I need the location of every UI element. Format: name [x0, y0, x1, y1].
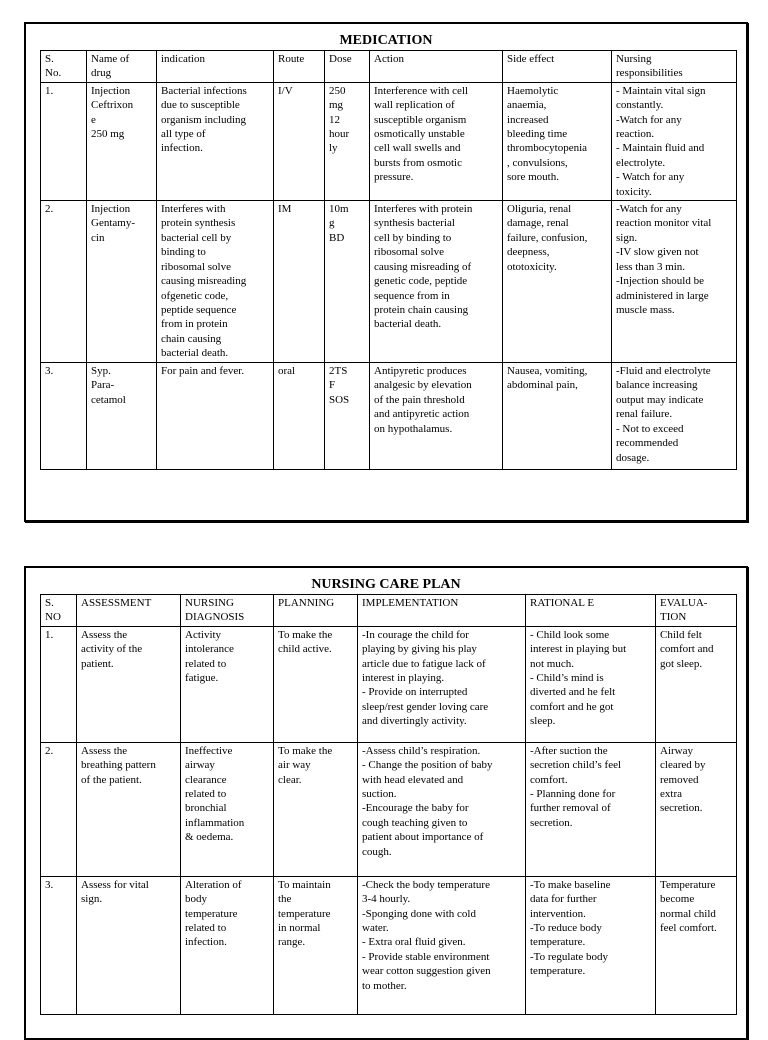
cell-action: Interference with cell wall replication of susceptible organism osmotically unstable cell wall swells and bursts from osmotic pressure.: [370, 82, 503, 200]
header-sno: S. No.: [41, 51, 87, 83]
header-nursing-responsibilities: Nursing responsibilities: [612, 51, 737, 83]
cell-dose: 250 mg 12 hour ly: [325, 82, 370, 200]
table-row: [41, 626, 737, 742]
cell-nursing-responsibilities: - Maintain vital sign constantly. -Watch for any reaction. - Maintain fluid and electrolyte. - Watch for any toxicity.: [612, 82, 737, 200]
care-plan-table: [40, 594, 737, 1015]
header-implementation: IMPLEMENTATION: [358, 595, 526, 627]
header-rationale: RATIONAL E: [526, 595, 656, 627]
cell-indication: Bacterial infections due to susceptible organism including all type of infection.: [157, 82, 274, 200]
cell-sno: 1.: [41, 626, 77, 742]
cell-planning: To make the air way clear.: [274, 742, 358, 876]
cell-action: Interferes with protein synthesis bacterial cell by binding to ribosomal solve causing misreading of genetic code, peptide sequence from in protein chain causing bacterial death.: [370, 201, 503, 363]
cell-drug-name: Injection Gentamy- cin: [87, 201, 157, 363]
cell-dose: 10m g BD: [325, 201, 370, 363]
cell-rationale: - Child look some interest in playing but not much. - Child’s mind is diverted and he felt comfort and he got sleep.: [526, 626, 656, 742]
table-row: [41, 742, 737, 876]
cell-route: I/V: [274, 82, 325, 200]
cell-nursing-responsibilities: -Watch for any reaction monitor vital sign. -IV slow given not less than 3 min. -Injection should be administered in large muscle mass.: [612, 201, 737, 363]
cell-rationale: -After suction the secretion child’s feel comfort. - Planning done for further removal of secretion.: [526, 742, 656, 876]
cell-sno: 1.: [41, 82, 87, 200]
cell-action: Antipyretic produces analgesic by elevation of the pain threshold and antipyretic action on hypothalamus.: [370, 363, 503, 470]
cell-side-effect: Haemolytic anaemia, increased bleeding time thrombocytopenia , convulsions, sore mouth.: [503, 82, 612, 200]
cell-route: oral: [274, 363, 325, 470]
cell-nursing-responsibilities: -Fluid and electrolyte balance increasing output may indicate renal failure. - Not to exceed recommended dosage.: [612, 363, 737, 470]
cell-implementation: -Check the body temperature 3-4 hourly. -Sponging done with cold water. - Extra oral fluid given. - Provide stable environment wear cotton suggestion given to mother.: [358, 876, 526, 1014]
cell-evaluation: Child felt comfort and got sleep.: [656, 626, 737, 742]
header-indication: indication: [157, 51, 274, 83]
cell-nursing-diagnosis: Activity intolerance related to fatigue.: [181, 626, 274, 742]
cell-drug-name: Injection Ceftrixon e 250 mg: [87, 82, 157, 200]
cell-sno: 3.: [41, 363, 87, 470]
medication-title: MEDICATION: [339, 33, 433, 48]
cell-side-effect: Nausea, vomiting, abdominal pain,: [503, 363, 612, 470]
header-evaluation: EVALUA- TION: [656, 595, 737, 627]
cell-implementation: -Assess child’s respiration. - Change the position of baby with head elevated and suction. -Encourage the baby for cough teaching given to patient about importance of cough.: [358, 742, 526, 876]
medication-header-row: [41, 51, 737, 83]
cell-planning: To maintain the temperature in normal range.: [274, 876, 358, 1014]
cell-route: IM: [274, 201, 325, 363]
table-row: [41, 363, 737, 470]
header-drug-name: Name of drug: [87, 51, 157, 83]
table-row: [41, 201, 737, 363]
table-row: [41, 82, 737, 200]
cell-implementation: -In courage the child for playing by giving his play article due to fatigue lack of interest in playing. - Provide on interrupted sleep/rest gender loving care and divertingly activity.: [358, 626, 526, 742]
medication-frame: [24, 22, 748, 522]
cell-evaluation: Airway cleared by removed extra secretion.: [656, 742, 737, 876]
cell-indication: For pain and fever.: [157, 363, 274, 470]
header-action: Action: [370, 51, 503, 83]
cell-rationale: -To make baseline data for further intervention. -To reduce body temperature. -To regulate body temperature.: [526, 876, 656, 1014]
care-plan-header-row: [41, 595, 737, 627]
header-nursing-diagnosis: NURSING DIAGNOSIS: [181, 595, 274, 627]
cell-nursing-diagnosis: Ineffective airway clearance related to bronchial inflammation & oedema.: [181, 742, 274, 876]
header-side-effect: Side effect: [503, 51, 612, 83]
cell-dose: 2TS F SOS: [325, 363, 370, 470]
cell-sno: 2.: [41, 201, 87, 363]
care-plan-frame: [24, 566, 748, 1040]
cell-sno: 2.: [41, 742, 77, 876]
medication-table: [40, 50, 737, 470]
header-route: Route: [274, 51, 325, 83]
cell-indication: Interferes with protein synthesis bacterial cell by binding to ribosomal solve causing misreading ofgenetic code, peptide sequence from in protein chain causing bacterial death.: [157, 201, 274, 363]
header-assessment: ASSESSMENT: [77, 595, 181, 627]
cell-side-effect: Oliguria, renal damage, renal failure, confusion, deepness, ototoxicity.: [503, 201, 612, 363]
cell-assessment: Assess for vital sign.: [77, 876, 181, 1014]
cell-evaluation: Temperature become normal child feel comfort.: [656, 876, 737, 1014]
header-dose: Dose: [325, 51, 370, 83]
cell-assessment: Assess the breathing pattern of the patient.: [77, 742, 181, 876]
care-plan-title: NURSING CARE PLAN: [311, 577, 461, 592]
header-sno: S. NO: [41, 595, 77, 627]
header-planning: PLANNING: [274, 595, 358, 627]
cell-sno: 3.: [41, 876, 77, 1014]
cell-assessment: Assess the activity of the patient.: [77, 626, 181, 742]
cell-planning: To make the child active.: [274, 626, 358, 742]
table-row: [41, 876, 737, 1014]
cell-nursing-diagnosis: Alteration of body temperature related to infection.: [181, 876, 274, 1014]
cell-drug-name: Syp. Para- cetamol: [87, 363, 157, 470]
